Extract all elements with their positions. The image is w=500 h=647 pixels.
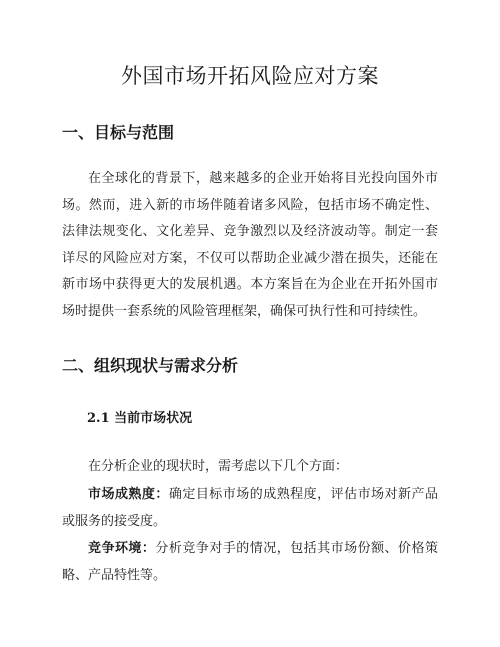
document-title: 外国市场开拓风险应对方案 <box>121 64 379 88</box>
analysis-item-text: 确定目标市场的成熟程度，评估市场对新产品或服务的接受度。 <box>62 487 438 529</box>
analysis-item-competition <box>62 536 438 589</box>
analysis-item-text: 分析竞争对手的情况，包括其市场份额、价格策略、产品特性等。 <box>62 541 438 583</box>
section-paragraph-intro: 在全球化的背景下，越来越多的企业开始将目光投向国外市场。然而，进入新的市场伴随着诸多风险，包括市场不确定性、法律法规变化、文化差异、竞争激烈以及经济波动等。制定一套详尽的风险应对方案，不仅可以帮助企业减少潜在损失，还能在新市场中获得更大的发展机遇。本方案旨在为企业在开拓外国市场时提供一套系统的风险管理框架，确保可执行性和可持续性。 <box>62 171 438 319</box>
analysis-item-label: 竞争环境： <box>88 541 156 556</box>
section-heading-org-analysis: 二、组织现状与需求分析 <box>62 356 239 375</box>
analysis-item-label: 市场成熟度： <box>88 487 169 502</box>
section-heading-goals-scope: 一、目标与范围 <box>62 123 175 142</box>
subsection-heading-market-status: 2.1 当前市场状况 <box>87 411 193 426</box>
subsection-intro-paragraph: 在分析企业的现状时，需考虑以下几个方面： <box>88 459 349 474</box>
analysis-item-market-maturity <box>62 482 438 535</box>
